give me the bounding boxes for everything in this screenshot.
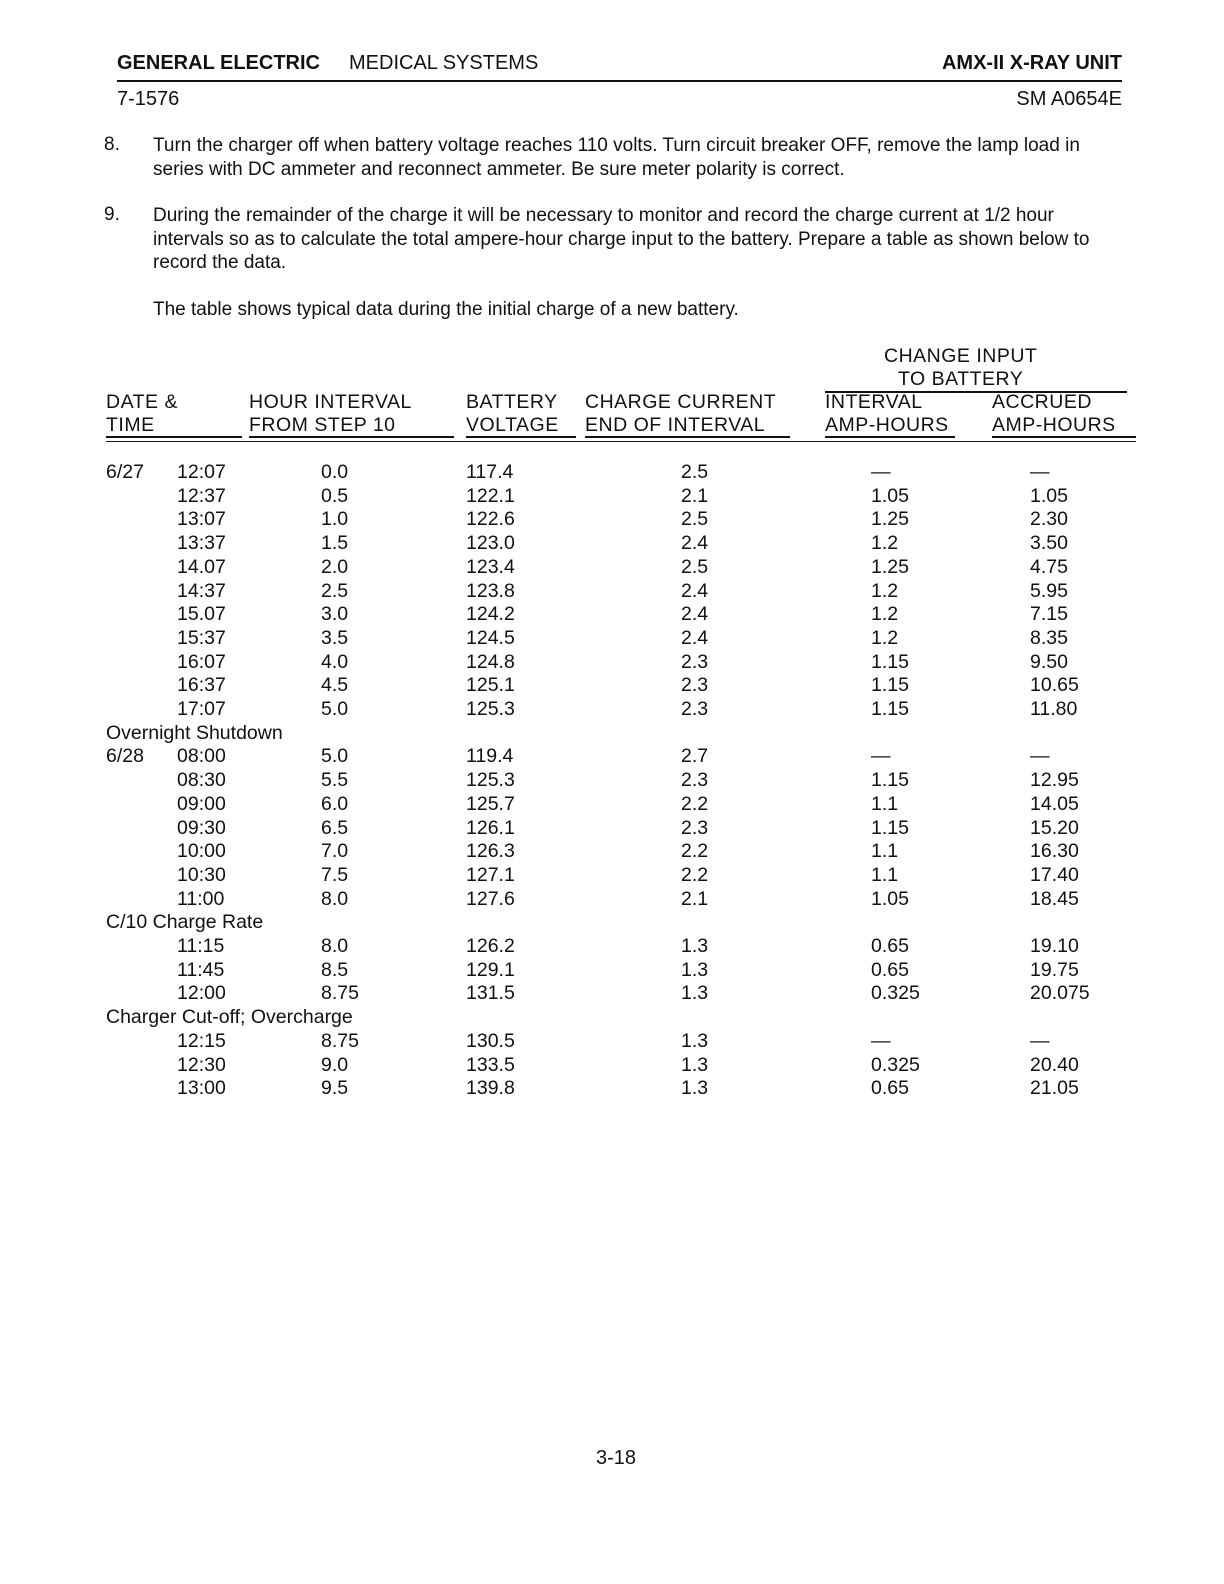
table-row xyxy=(0,888,1224,912)
step-8-number: 8. xyxy=(104,134,120,155)
row-hour-interval: 5.0 xyxy=(321,698,349,720)
row-time: 12:00 xyxy=(177,982,226,1005)
row-hour-interval: 4.5 xyxy=(321,674,349,697)
row-time: 12:37 xyxy=(177,484,226,507)
row-battery-voltage: 124.8 xyxy=(466,650,515,673)
table-section-label: C/10 Charge Rate xyxy=(106,911,264,934)
header-underline-current xyxy=(585,436,790,438)
header-underline-hour xyxy=(249,436,454,438)
step-9-number: 9. xyxy=(104,204,120,225)
row-time: 09:00 xyxy=(177,792,226,815)
row-hour-interval: 3.0 xyxy=(321,603,349,626)
row-hour-interval: 8.0 xyxy=(321,887,349,910)
row-date: 6/28 xyxy=(106,745,144,768)
row-accrued-amp-hours: 11.80 xyxy=(1030,698,1078,720)
row-charge-current: 2.7 xyxy=(681,745,709,768)
col-interval-line1: INTERVAL xyxy=(825,391,923,413)
row-accrued-amp-hours: 15.20 xyxy=(1030,816,1079,839)
row-accrued-amp-hours: 18.45 xyxy=(1030,887,1079,910)
row-interval-amp-hours: 1.2 xyxy=(871,626,899,649)
col-accrued-line1: ACCRUED xyxy=(992,391,1092,413)
table-row xyxy=(0,817,1224,841)
row-battery-voltage: 123.4 xyxy=(466,555,515,578)
row-battery-voltage: 126.2 xyxy=(466,935,515,957)
row-battery-voltage: 131.5 xyxy=(466,982,515,1005)
row-hour-interval: 6.0 xyxy=(321,792,349,815)
group-header-line1: CHANGE INPUT xyxy=(884,345,1038,367)
table-row xyxy=(0,532,1224,556)
row-charge-current: 2.5 xyxy=(681,461,709,483)
row-accrued-amp-hours: — xyxy=(1030,745,1050,768)
header-underline-voltage xyxy=(466,436,576,438)
row-charge-current: 2.4 xyxy=(681,626,709,649)
row-time: 14:37 xyxy=(177,579,226,602)
row-accrued-amp-hours: 16.30 xyxy=(1030,840,1079,863)
row-interval-amp-hours: 1.15 xyxy=(871,650,909,673)
row-hour-interval: 0.0 xyxy=(321,461,349,483)
row-time: 15.07 xyxy=(177,603,226,626)
row-accrued-amp-hours: 19.75 xyxy=(1030,958,1079,981)
row-accrued-amp-hours: 5.95 xyxy=(1030,579,1068,602)
col-accrued-line2: AMP-HOURS xyxy=(992,414,1116,436)
row-interval-amp-hours: 1.25 xyxy=(871,508,909,531)
row-interval-amp-hours: 1.05 xyxy=(871,887,909,910)
col-hour-line2: FROM STEP 10 xyxy=(249,414,396,436)
header-underline-accrued xyxy=(992,436,1136,438)
row-hour-interval: 6.5 xyxy=(321,816,349,839)
row-battery-voltage: 133.5 xyxy=(466,1053,515,1076)
row-interval-amp-hours: 1.2 xyxy=(871,603,899,626)
row-battery-voltage: 125.3 xyxy=(466,698,515,720)
row-interval-amp-hours: 1.15 xyxy=(871,698,909,720)
row-time: 08:00 xyxy=(177,745,226,768)
table-row xyxy=(0,745,1224,769)
row-battery-voltage: 125.3 xyxy=(466,769,515,792)
row-accrued-amp-hours: 20.075 xyxy=(1030,982,1090,1005)
row-hour-interval: 8.0 xyxy=(321,935,349,957)
row-time: 12:15 xyxy=(177,1029,226,1052)
row-battery-voltage: 130.5 xyxy=(466,1029,515,1052)
row-battery-voltage: 127.6 xyxy=(466,887,515,910)
table-row xyxy=(0,556,1224,580)
table-section-label: Overnight Shutdown xyxy=(106,721,283,744)
table-row xyxy=(0,1077,1224,1101)
row-battery-voltage: 122.6 xyxy=(466,508,515,531)
row-time: 09:30 xyxy=(177,816,226,839)
header-underline-interval xyxy=(825,436,955,438)
row-charge-current: 2.5 xyxy=(681,555,709,578)
table-row xyxy=(0,603,1224,627)
col-interval-line2: AMP-HOURS xyxy=(825,414,949,436)
table-row xyxy=(0,627,1224,651)
row-charge-current: 1.3 xyxy=(681,1029,709,1052)
row-charge-current: 2.5 xyxy=(681,508,709,531)
header-company: GENERAL ELECTRIC xyxy=(117,52,320,74)
row-accrued-amp-hours: 20.40 xyxy=(1030,1053,1079,1076)
row-accrued-amp-hours: 2.30 xyxy=(1030,508,1068,531)
row-charge-current: 2.4 xyxy=(681,579,709,602)
row-hour-interval: 2.0 xyxy=(321,555,349,578)
row-charge-current: 2.1 xyxy=(681,887,709,910)
col-date-line2: TIME xyxy=(106,414,155,436)
row-charge-current: 1.3 xyxy=(681,1053,709,1076)
col-voltage-line2: VOLTAGE xyxy=(466,414,559,436)
row-time: 08:30 xyxy=(177,769,226,792)
row-interval-amp-hours: — xyxy=(871,461,891,483)
col-hour-line1: HOUR INTERVAL xyxy=(249,391,412,413)
row-time: 14.07 xyxy=(177,555,226,578)
row-battery-voltage: 117.4 xyxy=(466,461,514,483)
row-charge-current: 2.2 xyxy=(681,792,709,815)
table-intro: The table shows typical data during the initial charge of a new battery. xyxy=(153,299,739,320)
row-time: 12:07 xyxy=(177,461,226,483)
row-time: 16:07 xyxy=(177,650,226,673)
table-row xyxy=(0,935,1224,959)
row-hour-interval: 3.5 xyxy=(321,626,349,649)
table-row xyxy=(0,840,1224,864)
row-interval-amp-hours: 0.65 xyxy=(871,958,909,981)
row-hour-interval: 4.0 xyxy=(321,650,349,673)
table-row xyxy=(0,461,1224,485)
header-underline-date xyxy=(106,436,242,438)
row-charge-current: 2.3 xyxy=(681,816,709,839)
row-time: 10:30 xyxy=(177,863,226,886)
row-accrued-amp-hours: 7.15 xyxy=(1030,603,1068,626)
row-interval-amp-hours: 1.05 xyxy=(871,484,909,507)
col-date-line1: DATE & xyxy=(106,391,178,413)
row-accrued-amp-hours: 14.05 xyxy=(1030,792,1079,815)
table-row xyxy=(0,698,1224,722)
row-battery-voltage: 123.8 xyxy=(466,579,515,602)
row-interval-amp-hours: 1.2 xyxy=(871,579,899,602)
header-division: MEDICAL SYSTEMS xyxy=(349,52,539,74)
group-header-line2: TO BATTERY xyxy=(898,368,1024,390)
step-8-text: Turn the charger off when battery voltage reaches 110 volts. Turn circuit breaker OFF, remove the lamp load in series with DC ammeter and reconnect ammeter. Be sure meter polarity is correct. xyxy=(153,135,1080,180)
header-rule xyxy=(117,80,1122,82)
table-section-label: Charger Cut-off; Overcharge xyxy=(106,1006,353,1029)
table-row xyxy=(0,674,1224,698)
row-hour-interval: 9.0 xyxy=(321,1053,349,1076)
table-row xyxy=(0,793,1224,817)
row-accrued-amp-hours: 4.75 xyxy=(1030,555,1068,578)
row-time: 15:37 xyxy=(177,626,226,649)
row-charge-current: 2.4 xyxy=(681,532,709,555)
step-9-text: During the remainder of the charge it will be necessary to monitor and record the charge current at 1/2 hour intervals so as to calculate the total ampere-hour charge input to the battery. Prepare a table as shown below to record the data. xyxy=(153,205,1090,273)
row-hour-interval: 8.5 xyxy=(321,958,349,981)
row-interval-amp-hours: 1.1 xyxy=(871,792,899,815)
table-row xyxy=(0,651,1224,675)
row-charge-current: 2.2 xyxy=(681,840,709,863)
row-accrued-amp-hours: 9.50 xyxy=(1030,650,1068,673)
col-voltage-line1: BATTERY xyxy=(466,391,558,413)
row-hour-interval: 2.5 xyxy=(321,579,349,602)
row-battery-voltage: 122.1 xyxy=(466,484,515,507)
row-interval-amp-hours: 0.65 xyxy=(871,935,909,957)
row-interval-amp-hours: 1.1 xyxy=(871,840,899,863)
page-number: 3-18 xyxy=(596,1447,637,1469)
row-charge-current: 1.3 xyxy=(681,958,709,981)
row-battery-voltage: 126.1 xyxy=(466,816,515,839)
table-row xyxy=(0,864,1224,888)
row-battery-voltage: 119.4 xyxy=(466,745,514,768)
row-time: 13:37 xyxy=(177,532,226,555)
row-battery-voltage: 127.1 xyxy=(466,863,515,886)
row-accrued-amp-hours: 8.35 xyxy=(1030,626,1068,649)
row-battery-voltage: 124.2 xyxy=(466,603,515,626)
row-interval-amp-hours: 1.15 xyxy=(871,769,909,792)
row-interval-amp-hours: 0.325 xyxy=(871,1053,920,1076)
row-charge-current: 2.3 xyxy=(681,769,709,792)
row-time: 11:15 xyxy=(177,935,225,957)
table-row xyxy=(0,580,1224,604)
row-battery-voltage: 125.7 xyxy=(466,792,515,815)
row-interval-amp-hours: 0.325 xyxy=(871,982,920,1005)
row-hour-interval: 1.0 xyxy=(321,508,349,531)
row-hour-interval: 0.5 xyxy=(321,484,349,507)
header-manual-number: SM A0654E xyxy=(1016,88,1122,110)
table-row xyxy=(0,1030,1224,1054)
row-accrued-amp-hours: 1.05 xyxy=(1030,484,1068,507)
row-charge-current: 2.3 xyxy=(681,674,709,697)
row-time: 17:07 xyxy=(177,698,226,720)
row-charge-current: 2.2 xyxy=(681,863,709,886)
row-charge-current: 2.3 xyxy=(681,698,709,720)
col-current-line2: END OF INTERVAL xyxy=(585,414,766,436)
row-hour-interval: 7.0 xyxy=(321,840,349,863)
row-hour-interval: 1.5 xyxy=(321,532,349,555)
row-charge-current: 2.4 xyxy=(681,603,709,626)
row-battery-voltage: 139.8 xyxy=(466,1077,515,1100)
row-battery-voltage: 124.5 xyxy=(466,626,515,649)
row-accrued-amp-hours: 17.40 xyxy=(1030,863,1079,886)
row-hour-interval: 5.5 xyxy=(321,769,349,792)
table-header-divider xyxy=(106,441,1136,442)
row-time: 16:37 xyxy=(177,674,226,697)
header-doc-number: 7-1576 xyxy=(117,88,180,110)
table-row xyxy=(0,982,1224,1006)
row-accrued-amp-hours: 21.05 xyxy=(1030,1077,1079,1100)
table-row xyxy=(0,959,1224,983)
row-charge-current: 1.3 xyxy=(681,1077,709,1100)
table-row xyxy=(0,485,1224,509)
row-battery-voltage: 129.1 xyxy=(466,958,515,981)
row-battery-voltage: 126.3 xyxy=(466,840,515,863)
row-hour-interval: 5.0 xyxy=(321,745,349,768)
row-charge-current: 1.3 xyxy=(681,935,709,957)
row-accrued-amp-hours: — xyxy=(1030,461,1050,483)
row-interval-amp-hours: 1.1 xyxy=(871,863,899,886)
row-battery-voltage: 125.1 xyxy=(466,674,515,697)
row-time: 13:07 xyxy=(177,508,226,531)
row-accrued-amp-hours: 12.95 xyxy=(1030,769,1079,792)
row-time: 11:00 xyxy=(177,887,225,910)
row-hour-interval: 9.5 xyxy=(321,1077,349,1100)
row-time: 11:45 xyxy=(177,958,225,981)
table-row xyxy=(0,1054,1224,1078)
header-product: AMX-II X-RAY UNIT xyxy=(941,52,1122,74)
col-current-line1: CHARGE CURRENT xyxy=(585,391,777,413)
row-accrued-amp-hours: — xyxy=(1030,1029,1050,1052)
row-interval-amp-hours: 0.65 xyxy=(871,1077,909,1100)
row-interval-amp-hours: 1.2 xyxy=(871,532,899,555)
row-date: 6/27 xyxy=(106,461,144,483)
row-interval-amp-hours: 1.15 xyxy=(871,674,909,697)
row-battery-voltage: 123.0 xyxy=(466,532,515,555)
row-interval-amp-hours: 1.25 xyxy=(871,555,909,578)
row-time: 13:00 xyxy=(177,1077,226,1100)
table-row xyxy=(0,508,1224,532)
row-charge-current: 2.3 xyxy=(681,650,709,673)
row-hour-interval: 8.75 xyxy=(321,1029,359,1052)
row-charge-current: 2.1 xyxy=(681,484,709,507)
row-time: 10:00 xyxy=(177,840,226,863)
row-interval-amp-hours: — xyxy=(871,1029,891,1052)
row-time: 12:30 xyxy=(177,1053,226,1076)
row-charge-current: 1.3 xyxy=(681,982,709,1005)
row-accrued-amp-hours: 3.50 xyxy=(1030,532,1068,555)
row-accrued-amp-hours: 19.10 xyxy=(1030,935,1079,957)
row-hour-interval: 7.5 xyxy=(321,863,349,886)
table-row xyxy=(0,769,1224,793)
row-interval-amp-hours: — xyxy=(871,745,891,768)
row-interval-amp-hours: 1.15 xyxy=(871,816,909,839)
row-accrued-amp-hours: 10.65 xyxy=(1030,674,1079,697)
row-hour-interval: 8.75 xyxy=(321,982,359,1005)
